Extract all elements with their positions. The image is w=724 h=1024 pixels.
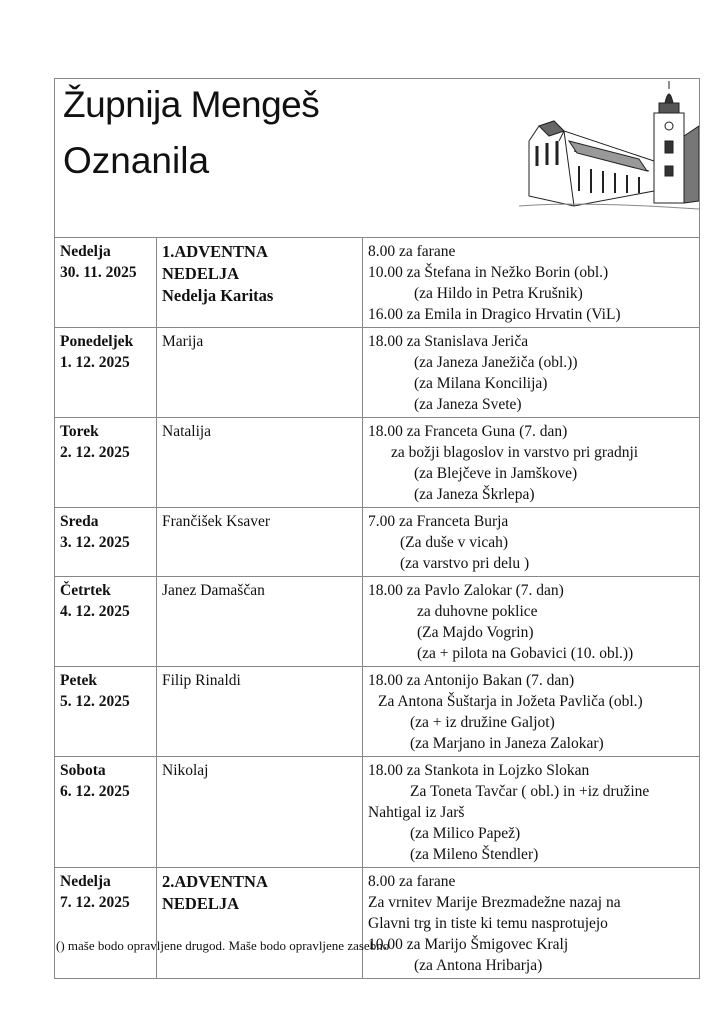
mass-intention: (za + pilota na Gobavici (10. obl.)) xyxy=(417,645,634,662)
mass-intention: Glavni trg in tiste ki temu nasprotujejo xyxy=(368,915,608,932)
saint-line: NEDELJA xyxy=(162,894,240,913)
mass-intention: 18.00 za Antonijo Bakan (7. dan) xyxy=(368,672,575,689)
day-name: Sobota xyxy=(60,762,106,779)
mass-intention: (za Hildo in Petra Krušnik) xyxy=(414,285,583,302)
day-date: 3. 12. 2025 xyxy=(60,534,130,551)
mass-intention: (za Antona Hribarja) xyxy=(414,957,543,974)
mass-intention: za duhovne poklice xyxy=(417,603,538,620)
mass-cell xyxy=(363,508,700,577)
day-name: Sreda xyxy=(60,513,99,530)
mass-intention: (za varstvo pri delu ) xyxy=(400,555,530,572)
saint-line: 1.ADVENTNA xyxy=(162,242,268,261)
mass-intention: 8.00 za farane xyxy=(368,873,456,890)
day-date: 2. 12. 2025 xyxy=(60,444,130,461)
saint-line: NEDELJA xyxy=(162,264,240,283)
day-cell xyxy=(55,667,157,757)
mass-cell xyxy=(363,238,700,328)
mass-intention: (za Blejčeve in Jamškove) xyxy=(414,465,578,482)
mass-intention: 10.00 za Štefana in Nežko Borin (obl.) xyxy=(368,264,609,281)
schedule-table xyxy=(55,238,699,978)
mass-cell xyxy=(363,868,700,979)
day-date: 7. 12. 2025 xyxy=(60,894,130,911)
page-title: Oznanila xyxy=(63,140,210,181)
mass-intention: 18.00 za Stanislava Jeriča xyxy=(368,333,529,350)
saint-line: Frančišek Ksaver xyxy=(162,513,271,530)
mass-intention: Za Toneta Tavčar ( obl.) in +iz družine xyxy=(410,783,650,800)
day-row xyxy=(55,757,699,868)
bulletin xyxy=(54,78,700,979)
saint-line: 2.ADVENTNA xyxy=(162,872,268,891)
day-cell xyxy=(55,328,157,418)
header xyxy=(55,79,699,238)
mass-intention: 18.00 za Pavlo Zalokar (7. dan) xyxy=(368,582,564,599)
saint-line: Natalija xyxy=(162,423,212,440)
saint-cell xyxy=(157,757,363,868)
day-row xyxy=(55,868,699,979)
saint-line: Nikolaj xyxy=(162,762,209,779)
mass-intention: (za Janeza Janežiča (obl.)) xyxy=(414,354,578,371)
mass-intention: 18.00 za Franceta Guna (7. dan) xyxy=(368,423,568,440)
day-name: Nedelja xyxy=(60,873,111,890)
day-row xyxy=(55,328,699,418)
day-name: Četrtek xyxy=(60,582,111,599)
day-date: 4. 12. 2025 xyxy=(60,603,130,620)
day-cell xyxy=(55,757,157,868)
mass-intention: 8.00 za farane xyxy=(368,243,456,260)
day-name: Torek xyxy=(60,423,99,440)
saint-line: Marija xyxy=(162,333,204,350)
mass-intention: za božji blagoslov in varstvo pri gradnji xyxy=(391,444,639,461)
day-date: 30. 11. 2025 xyxy=(60,264,137,281)
mass-cell xyxy=(363,418,700,508)
day-row xyxy=(55,667,699,757)
day-row xyxy=(55,508,699,577)
day-cell xyxy=(55,418,157,508)
mass-cell xyxy=(363,757,700,868)
day-row xyxy=(55,577,699,667)
saint-cell xyxy=(157,868,363,979)
mass-intention: (za Mileno Štendler) xyxy=(410,846,539,863)
mass-cell xyxy=(363,328,700,418)
mass-intention: 7.00 za Franceta Burja xyxy=(368,513,509,530)
mass-intention: (za + iz družine Galjot) xyxy=(410,714,555,731)
parish-name: Župnija Mengeš xyxy=(63,84,320,125)
saint-line: Nedelja Karitas xyxy=(162,286,274,305)
mass-intention: Nahtigal iz Jarš xyxy=(368,804,465,821)
day-cell xyxy=(55,508,157,577)
saint-line: Janez Damaščan xyxy=(162,582,265,599)
day-cell xyxy=(55,238,157,328)
day-date: 5. 12. 2025 xyxy=(60,693,130,710)
saint-cell xyxy=(157,508,363,577)
day-cell xyxy=(55,577,157,667)
mass-intention: 16.00 za Emila in Dragico Hrvatin (ViL) xyxy=(368,306,621,323)
mass-intention: (za Janeza Škrlepa) xyxy=(414,486,535,503)
footer-note: () maše bodo opravljene drugod. Maše bodo opravljene zasebno xyxy=(56,938,390,953)
church-illustration xyxy=(519,81,699,211)
saint-cell xyxy=(157,418,363,508)
day-date: 6. 12. 2025 xyxy=(60,783,130,800)
saint-line: Filip Rinaldi xyxy=(162,672,241,689)
mass-intention: (za Marjano in Janeza Zalokar) xyxy=(410,735,604,752)
mass-intention: (za Janeza Svete) xyxy=(414,396,522,413)
mass-cell xyxy=(363,577,700,667)
mass-intention: Za vrnitev Marije Brezmadežne nazaj na xyxy=(368,894,621,911)
saint-cell xyxy=(157,667,363,757)
day-date: 1. 12. 2025 xyxy=(60,354,130,371)
day-row xyxy=(55,418,699,508)
day-row xyxy=(55,238,699,328)
mass-cell xyxy=(363,667,700,757)
mass-intention: 10.00 za Marijo Šmigovec Kralj xyxy=(368,936,569,953)
mass-intention: (Za Majdo Vogrin) xyxy=(417,624,534,641)
mass-intention: Za Antona Šuštarja in Jožeta Pavliča (obl.) xyxy=(378,693,643,710)
mass-intention: (Za duše v vicah) xyxy=(400,534,509,551)
day-cell xyxy=(55,868,157,979)
mass-intention: (za Milana Koncilija) xyxy=(414,375,548,392)
day-name: Nedelja xyxy=(60,243,111,260)
day-name: Petek xyxy=(60,672,98,689)
mass-intention: 18.00 za Stankota in Lojzko Slokan xyxy=(368,762,590,779)
mass-intention: (za Milico Papež) xyxy=(410,825,521,842)
saint-cell xyxy=(157,328,363,418)
saint-cell xyxy=(157,577,363,667)
saint-cell xyxy=(157,238,363,328)
day-name: Ponedeljek xyxy=(60,333,134,350)
